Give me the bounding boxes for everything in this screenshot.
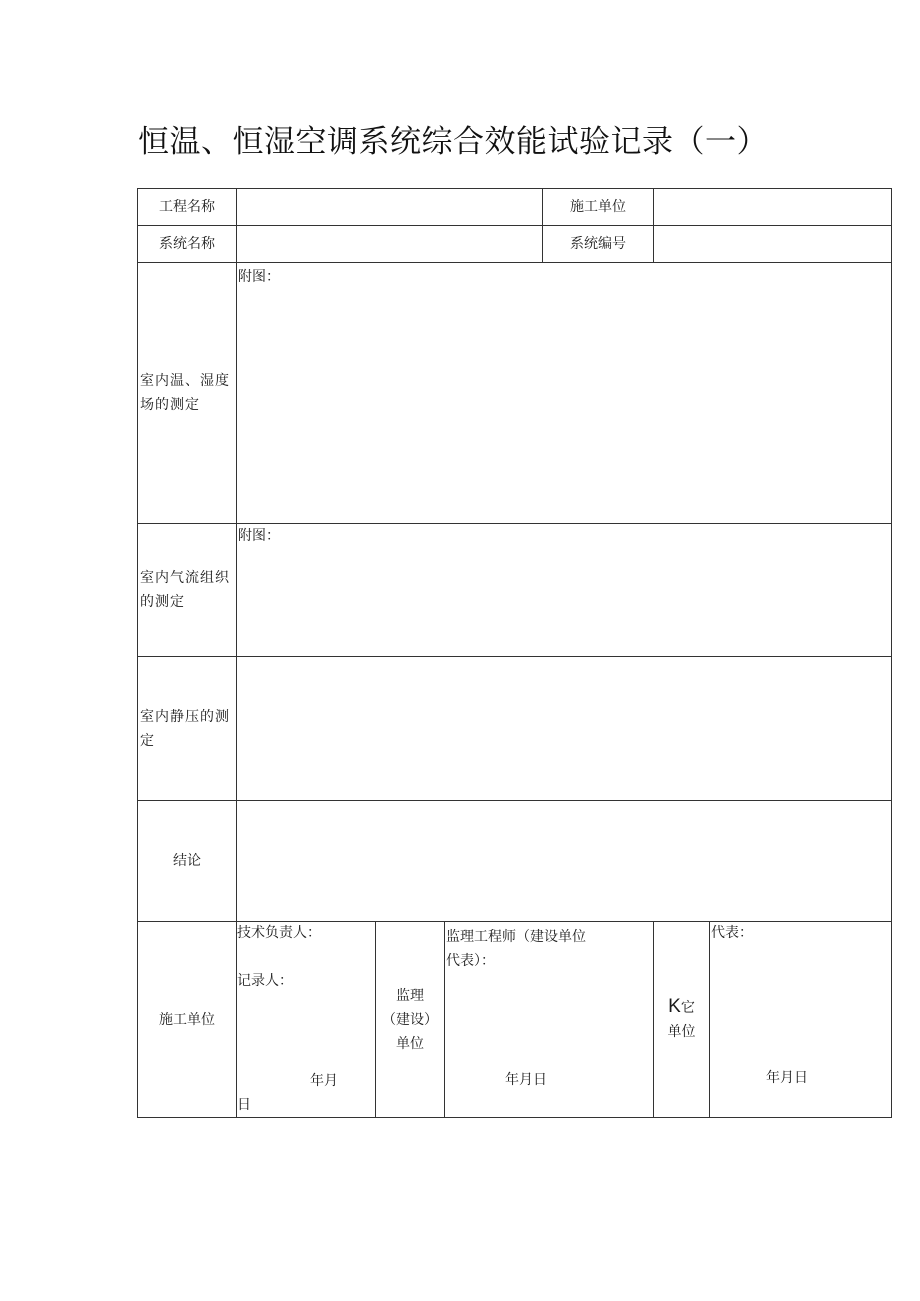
static-pressure-area[interactable] [237,657,892,801]
supervision-date: 年月日 [505,1072,547,1088]
temp-humidity-label [138,263,237,524]
construction-unit-label: 施工单位 [543,189,654,226]
construction-unit-field[interactable] [654,189,892,226]
temp-humidity-attachment-label: 附图： [238,269,280,285]
temp-humidity-label-line1: 室内温、湿度 [140,373,230,389]
construction-date-line2: 日 [237,1097,251,1113]
airflow-label-line1: 室内气流组织 [140,570,230,586]
construction-date-line1: 年月 [310,1073,338,1089]
airflow-attachment-label: 附图： [238,528,280,544]
table-row [138,922,892,1118]
supervision-label-line2: （建设） [382,1011,438,1028]
other-unit-label-rest: 它 [680,1000,695,1016]
system-name-field[interactable] [237,226,543,263]
conclusion-area[interactable] [237,801,892,922]
supervision-label-line3: 单位 [396,1035,424,1052]
supervision-label-line1: 监理 [396,987,424,1004]
table-row [138,524,892,657]
representative-label: 代表： [711,925,754,941]
system-name-label: 系统名称 [138,226,237,263]
page-title: 恒温、恒湿空调系统综合效能试验记录（一） [138,124,768,160]
static-pressure-label-line1: 室内静压的测 [140,708,230,725]
supervision-engineer-line2: 代表）： [446,953,495,969]
project-name-label: 工程名称 [138,189,237,226]
airflow-label [138,524,237,657]
system-number-field[interactable] [654,226,892,263]
supervision-unit-label [376,922,445,1118]
table-row [138,226,892,263]
system-number-label: 系统编号 [543,226,654,263]
technical-lead-label: 技术负责人： [237,925,321,941]
other-unit-label [654,922,710,1118]
temp-humidity-attachment-area[interactable] [237,263,892,524]
static-pressure-label-line2: 定 [140,732,155,749]
other-unit-k: K [668,996,681,1017]
other-unit-label-line1 [654,995,709,1020]
airflow-attachment-area[interactable] [237,524,892,657]
other-date: 年月日 [766,1070,809,1086]
table-row [138,263,892,524]
sign-construction-unit-label: 施工单位 [138,922,237,1118]
table-row [138,189,892,226]
test-record-table [137,188,892,1118]
temp-humidity-label-line2: 场的测定 [140,397,200,413]
other-signature-cell[interactable] [710,922,892,1118]
table-row [138,801,892,922]
construction-signature-cell[interactable] [237,922,376,1118]
other-unit-label-line2: 单位 [667,1024,696,1040]
conclusion-label: 结论 [138,801,237,922]
recorder-label: 记录人： [237,973,293,989]
table-row [138,657,892,801]
supervision-signature-cell[interactable] [445,922,654,1118]
project-name-field[interactable] [237,189,543,226]
airflow-label-line2: 的测定 [140,594,185,610]
supervision-engineer-line1: 监理工程师（建设单位 [446,929,586,945]
static-pressure-label [138,657,237,801]
